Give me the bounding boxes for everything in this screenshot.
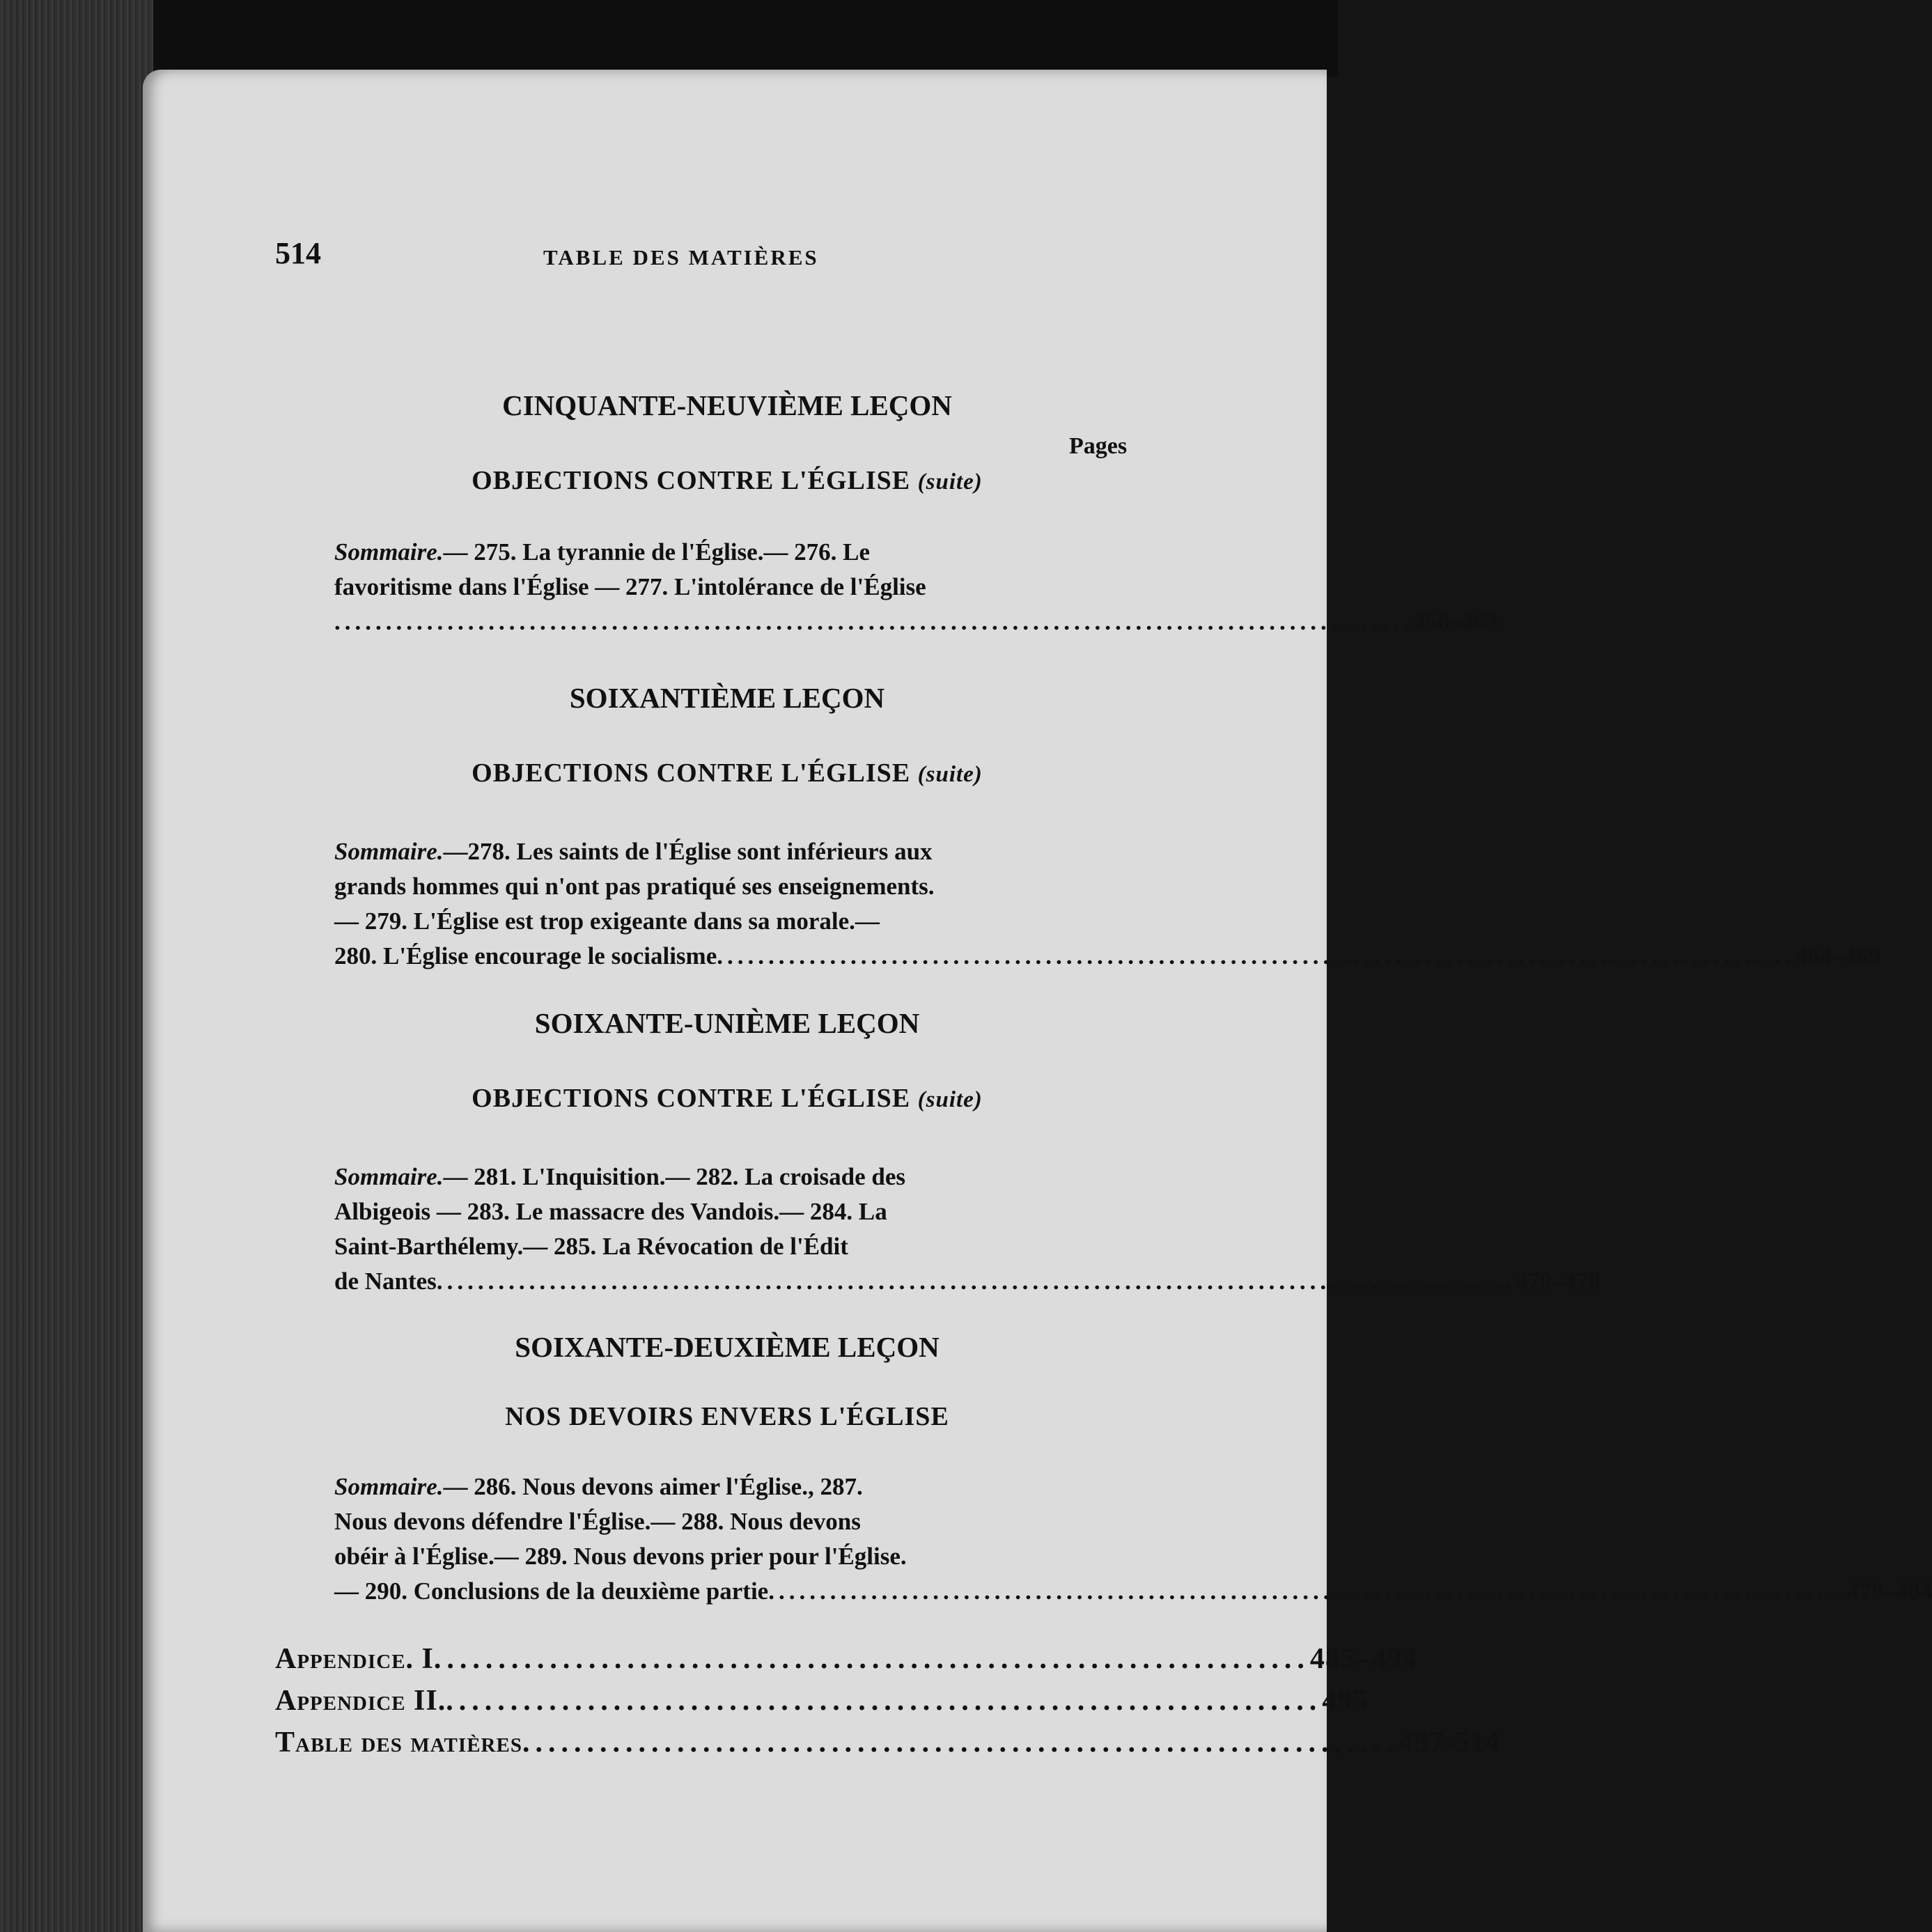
page-range: 470–478 — [1515, 1268, 1601, 1295]
summary-line — [334, 1470, 1142, 1504]
dot-leader: .................................................................... — [446, 1685, 1323, 1717]
lesson-title: SOIXANTE-UNIÈME LEÇON — [534, 1007, 920, 1039]
lesson-title: SOIXANTE-DEUXIÈME LEÇON — [515, 1331, 940, 1363]
sommaire-label: Sommaire. — [334, 1163, 444, 1190]
dot-leader: ......................................................................................................... — [768, 1577, 1847, 1605]
summary-line — [334, 1160, 1142, 1194]
subtitle-text: OBJECTIONS CONTRE L'ÉGLISE — [472, 466, 911, 495]
summary-line: Albigeois — 283. Le massacre des Vandois.— 284. La — [334, 1198, 887, 1225]
book-binding-edge — [0, 0, 153, 1932]
dot-leader: ......................................................................................................... — [717, 942, 1795, 969]
summary-leader-line — [334, 605, 1499, 639]
summary-line — [334, 535, 1142, 570]
subtitle-text: NOS DEVOIRS ENVERS L'ÉGLISE — [505, 1402, 949, 1431]
summary-line — [334, 834, 1142, 869]
running-head: TABLE DES MATIÈRES — [543, 245, 819, 270]
book-page — [143, 70, 1932, 1932]
lesson-title: CINQUANTE-NEUVIÈME LEÇON — [502, 389, 952, 421]
summary-text: — 281. L'Inquisition.— 282. La croisade des — [443, 1163, 906, 1190]
pages-column-label: Pages — [1069, 433, 1128, 459]
lesson-subtitle — [264, 1401, 1190, 1432]
table-of-contents — [143, 70, 1932, 1932]
summary-text: — 290. Conclusions de la deuxième partie — [334, 1577, 769, 1605]
suite-label: (suite) — [917, 469, 983, 494]
summary-line: favoritisme dans l'Église — 277. L'intolérance de l'Église — [334, 573, 926, 600]
summary-text: de Nantes — [334, 1268, 437, 1295]
dot-leader: .................................................................... — [433, 1643, 1310, 1675]
sommaire-label: Sommaire. — [334, 1473, 444, 1500]
dot-leader: .................................................................... — [522, 1727, 1399, 1759]
summary-leader-line — [334, 1264, 1601, 1299]
sommaire-label: Sommaire. — [334, 538, 444, 566]
appendix-entry — [275, 1726, 1501, 1759]
lesson-subtitle — [264, 465, 1190, 496]
summary-text: — 275. La tyrannie de l'Église.— 276. Le — [443, 538, 871, 566]
summary-line: — 279. L'Église est trop exigeante dans sa morale.— — [334, 907, 880, 935]
appendix-entry — [275, 1684, 1369, 1717]
summary-text: —278. Les saints de l'Église sont inférieurs aux — [443, 838, 933, 865]
subtitle-text: OBJECTIONS CONTRE L'ÉGLISE — [472, 1084, 911, 1113]
summary-line: Nous devons défendre l'Église.— 288. Nous devons — [334, 1508, 861, 1535]
scan-top-border — [0, 0, 1338, 77]
dot-leader: ......................................................................................................... — [334, 608, 1413, 635]
suite-label: (suite) — [917, 1087, 983, 1112]
dot-leader: ......................................................................................................... — [436, 1268, 1516, 1295]
suite-label: (suite) — [917, 762, 983, 787]
appendix-label: Table des matières — [275, 1727, 522, 1759]
lesson-subtitle — [264, 758, 1190, 788]
page-range: 497-514 — [1398, 1727, 1501, 1759]
page-number: 514 — [275, 236, 321, 270]
sommaire-label: Sommaire. — [334, 838, 444, 865]
page-range: 456–463 — [1412, 608, 1499, 635]
summary-line: Saint-Barthélemy.— 285. La Révocation de l'Édit — [334, 1233, 848, 1260]
summary-text: — 286. Nous devons aimer l'Église., 287. — [443, 1473, 863, 1500]
summary-leader-line — [334, 939, 1881, 974]
lesson-summary — [334, 1160, 1601, 1299]
appendix-label: Appendice II. — [275, 1685, 446, 1717]
page-range: 479–484 — [1846, 1577, 1932, 1605]
page-range: 464–469 — [1795, 942, 1881, 969]
page-range: 495 — [1322, 1685, 1369, 1717]
subtitle-text: OBJECTIONS CONTRE L'ÉGLISE — [472, 758, 911, 788]
page-range: 485–494 — [1309, 1643, 1417, 1675]
lesson-summary — [334, 535, 1499, 639]
lesson-summary — [334, 834, 1881, 974]
lesson-title: SOIXANTIÈME LEÇON — [569, 682, 885, 714]
summary-leader-line — [334, 1574, 1932, 1609]
lesson-subtitle — [264, 1083, 1190, 1114]
summary-line: grands hommes qui n'ont pas pratiqué ses enseignements. — [334, 873, 935, 900]
appendix-label: Appendice. I — [275, 1643, 434, 1675]
appendix-entry — [275, 1642, 1417, 1676]
lesson-summary — [334, 1470, 1932, 1609]
summary-line: obéir à l'Église.— 289. Nous devons prier pour l'Église. — [334, 1543, 907, 1570]
summary-text: 280. L'Église encourage le socialisme — [334, 942, 717, 969]
